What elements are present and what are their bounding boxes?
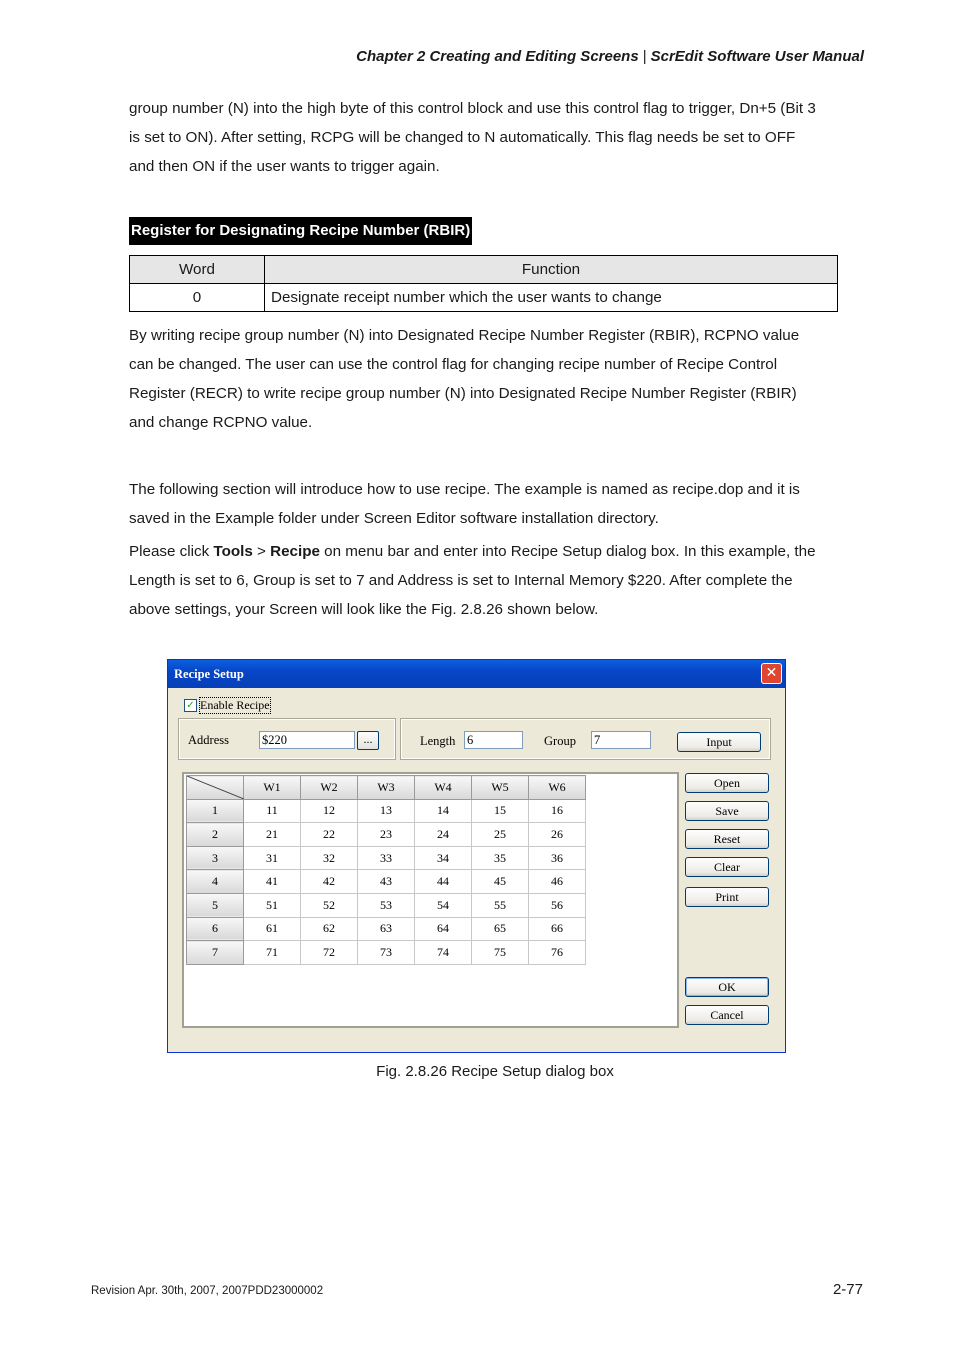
length-group-panel (401, 719, 770, 759)
column-header[interactable]: W5 (472, 776, 529, 800)
recipe-table (186, 775, 586, 965)
open-button[interactable]: Open (685, 773, 769, 793)
address-group (179, 719, 395, 759)
table-row (130, 284, 838, 312)
recipe-cell[interactable]: 75 (472, 941, 529, 965)
recipe-cell[interactable]: 56 (529, 893, 586, 917)
table-row (187, 846, 586, 870)
menu-name-recipe: Recipe (270, 543, 320, 560)
text-line: is set to ON). After setting, RCPG will be changed to N automatically. This flag needs be set to OFF (129, 129, 796, 146)
intro-paragraph (129, 94, 859, 181)
recipe-cell[interactable]: 35 (472, 846, 529, 870)
recipe-cell[interactable]: 11 (244, 799, 301, 823)
column-header[interactable]: W6 (529, 776, 586, 800)
text-line: above settings, your Screen will look like the Fig. 2.8.26 shown below. (129, 601, 599, 618)
page-header (356, 48, 864, 65)
chapter-title: Chapter 2 Creating and Editing Screens (356, 48, 639, 65)
recipe-setup-dialog (167, 659, 786, 1053)
text-fragment: on menu bar and enter into Recipe Setup dialog box. In this example, the (319, 543, 816, 560)
reset-button[interactable]: Reset (685, 829, 769, 849)
click-paragraph (129, 537, 859, 624)
enable-recipe-checkbox-row[interactable] (184, 698, 270, 713)
recipe-cell[interactable]: 13 (358, 799, 415, 823)
row-header[interactable]: 4 (187, 870, 244, 894)
recipe-cell[interactable]: 66 (529, 917, 586, 941)
table-header-row (130, 256, 838, 284)
dialog-titlebar[interactable] (168, 660, 785, 688)
length-label: Length (420, 734, 456, 748)
group-input[interactable]: 7 (591, 731, 651, 749)
address-input[interactable]: $220 (259, 731, 355, 749)
table-row (187, 870, 586, 894)
menu-name-tools: Tools (213, 543, 253, 560)
section-title: Register for Designating Recipe Number (RBIR) (129, 217, 472, 245)
text-line: Register (RECR) to write recipe group number (N) into Designated Recipe Number Register (RBIR) (129, 385, 797, 402)
recipe-cell[interactable]: 65 (472, 917, 529, 941)
row-header[interactable]: 1 (187, 799, 244, 823)
rbir-table (129, 255, 838, 312)
revision-footer: Revision Apr. 30th, 2007, 2007PDD23000002 (91, 1285, 324, 1297)
table-cell: 0 (130, 284, 265, 312)
text-line: saved in the Example folder under Screen Editor software installation directory. (129, 510, 659, 527)
recipe-cell[interactable]: 44 (415, 870, 472, 894)
row-header[interactable]: 6 (187, 917, 244, 941)
recipe-cell[interactable]: 16 (529, 799, 586, 823)
recipe-cell[interactable]: 74 (415, 941, 472, 965)
recipe-cell[interactable]: 15 (472, 799, 529, 823)
recipe-cell[interactable]: 22 (301, 823, 358, 847)
recipe-cell[interactable]: 24 (415, 823, 472, 847)
table-cell: Designate receipt number which the user wants to change (265, 284, 838, 312)
corner-diagonal-icon (187, 776, 244, 799)
print-button[interactable]: Print (685, 887, 769, 907)
recipe-cell[interactable]: 45 (472, 870, 529, 894)
rbir-paragraph (129, 321, 859, 437)
text-line: By writing recipe group number (N) into Designated Recipe Number Register (RBIR), RCPNO value (129, 327, 800, 344)
recipe-cell[interactable]: 12 (301, 799, 358, 823)
dialog-title: Recipe Setup (174, 667, 244, 681)
length-input[interactable]: 6 (464, 731, 523, 749)
row-header[interactable]: 7 (187, 941, 244, 965)
recipe-cell[interactable]: 71 (244, 941, 301, 965)
column-header[interactable]: W3 (358, 776, 415, 800)
address-label: Address (188, 733, 229, 747)
text-line: The following section will introduce how to use recipe. The example is named as recipe.dop and it is (129, 481, 800, 498)
column-header[interactable]: W1 (244, 776, 301, 800)
row-header[interactable]: 5 (187, 893, 244, 917)
recipe-cell[interactable]: 33 (358, 846, 415, 870)
recipe-cell[interactable]: 42 (301, 870, 358, 894)
recipe-cell[interactable]: 41 (244, 870, 301, 894)
table-row (187, 941, 586, 965)
column-header[interactable]: W2 (301, 776, 358, 800)
recipe-cell[interactable]: 25 (472, 823, 529, 847)
enable-recipe-label[interactable]: Enable Recipe (200, 698, 270, 712)
save-button[interactable]: Save (685, 801, 769, 821)
recipe-cell[interactable]: 51 (244, 893, 301, 917)
recipe-cell[interactable]: 53 (358, 893, 415, 917)
recipe-cell[interactable]: 26 (529, 823, 586, 847)
cancel-button[interactable]: Cancel (685, 1005, 769, 1025)
recipe-cell[interactable]: 73 (358, 941, 415, 965)
text-line: group number (N) into the high byte of this control block and use this control flag to trigger, Dn+5 (Bit 3 (129, 100, 816, 117)
recipe-cell[interactable]: 21 (244, 823, 301, 847)
text-line: and then ON if the user wants to trigger again. (129, 158, 440, 175)
recipe-cell[interactable]: 36 (529, 846, 586, 870)
close-icon[interactable]: ✕ (761, 663, 782, 684)
grid-corner-cell (187, 776, 244, 800)
table-row (187, 799, 586, 823)
recipe-cell[interactable]: 63 (358, 917, 415, 941)
recipe-cell[interactable]: 34 (415, 846, 472, 870)
column-header-word: Word (130, 256, 265, 284)
page-number: 2-77 (832, 1281, 863, 1298)
text-fragment: > (252, 543, 271, 560)
recipe-cell[interactable]: 62 (301, 917, 358, 941)
text-fragment: Please click (129, 543, 214, 560)
recipe-header-row (187, 776, 586, 800)
group-label: Group (544, 734, 576, 748)
table-row (187, 823, 586, 847)
row-header[interactable]: 3 (187, 846, 244, 870)
example-paragraph (129, 475, 859, 533)
column-header[interactable]: W4 (415, 776, 472, 800)
figure-caption: Fig. 2.8.26 Recipe Setup dialog box (376, 1063, 614, 1080)
header-separator: | (642, 48, 647, 65)
recipe-cell[interactable]: 43 (358, 870, 415, 894)
recipe-cell[interactable]: 72 (301, 941, 358, 965)
recipe-cell[interactable]: 76 (529, 941, 586, 965)
recipe-cell[interactable]: 54 (415, 893, 472, 917)
recipe-cell[interactable]: 55 (472, 893, 529, 917)
enable-recipe-checkbox[interactable]: ✓ (184, 699, 197, 712)
ok-button[interactable]: OK (685, 977, 769, 997)
recipe-cell[interactable]: 61 (244, 917, 301, 941)
recipe-grid (182, 772, 679, 1028)
recipe-cell[interactable]: 64 (415, 917, 472, 941)
recipe-cell[interactable]: 14 (415, 799, 472, 823)
recipe-cell[interactable]: 23 (358, 823, 415, 847)
clear-button[interactable]: Clear (685, 857, 769, 877)
recipe-cell[interactable]: 52 (301, 893, 358, 917)
recipe-cell[interactable]: 32 (301, 846, 358, 870)
text-line: Length is set to 6, Group is set to 7 and Address is set to Internal Memory $220. After complete the (129, 572, 793, 589)
text-line: and change RCPNO value. (129, 414, 313, 431)
address-browse-button[interactable]: ... (357, 731, 379, 750)
recipe-cell[interactable]: 46 (529, 870, 586, 894)
manual-title: ScrEdit Software User Manual (650, 48, 864, 65)
column-header-function: Function (265, 256, 838, 284)
recipe-cell[interactable]: 31 (244, 846, 301, 870)
input-button[interactable]: Input (677, 732, 761, 752)
table-row (187, 917, 586, 941)
text-line: can be changed. The user can use the control flag for changing recipe number of Recipe Control (129, 356, 778, 373)
table-row (187, 893, 586, 917)
row-header[interactable]: 2 (187, 823, 244, 847)
